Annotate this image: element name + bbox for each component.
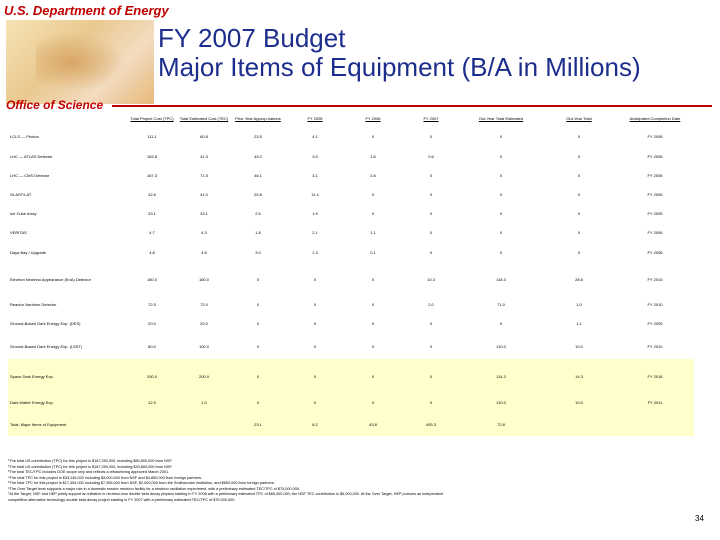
value-cell: 0 bbox=[256, 321, 260, 326]
table-header-row bbox=[8, 110, 694, 126]
value-cell: FY 2009 bbox=[647, 321, 663, 326]
value-cell: 0 bbox=[371, 211, 375, 216]
col-header: Out-Year Total Estimated bbox=[478, 115, 524, 121]
value-cell: 0 bbox=[577, 173, 581, 178]
item-name-cell: LHC — ATLAS Detector bbox=[10, 154, 53, 159]
value-cell: 0 bbox=[313, 276, 317, 282]
value-cell: FY 2006 bbox=[647, 250, 663, 255]
value-cell: FY 2011 bbox=[616, 393, 694, 412]
value-cell: 49.2 bbox=[254, 154, 262, 159]
value-cell: 167.3 bbox=[146, 173, 157, 178]
value-cell: 0 bbox=[577, 250, 581, 255]
table-row bbox=[8, 147, 694, 166]
value-cell: 0 bbox=[344, 359, 402, 393]
value-cell: 23.5 bbox=[254, 134, 262, 139]
value-cell: 200.0 bbox=[178, 359, 230, 393]
footnote: ¹The total US contribution (TPC) for this project is $167,250,000, including $80,800,000 from NSF. bbox=[8, 459, 173, 463]
value-cell: 0 bbox=[402, 359, 460, 393]
value-cell: 2.8 bbox=[370, 173, 376, 178]
footnote: ³The total TEC/TPC includes DOE scope only and reflects a rebaselining approved March 2001. bbox=[8, 470, 170, 474]
value-cell bbox=[616, 412, 694, 436]
value-cell: 0 bbox=[499, 134, 503, 139]
value-cell: 71.0 bbox=[497, 302, 505, 307]
value-cell: 0 bbox=[429, 343, 433, 349]
value-cell: 80.8 bbox=[200, 134, 208, 139]
footnote: ⁷At the Target, NSF and HEP jointly support an initiative in neutrino-less double beta decay physics starting in FY 2008 with a preliminary estimated TPC of $65,000,000; the NSF TEC contribution is $5,000,000. At the Over Target, HEP pursues an independent bbox=[8, 492, 444, 496]
table-row bbox=[8, 204, 694, 223]
value-cell: FY 2016 bbox=[616, 359, 694, 393]
value-cell: 0 bbox=[429, 134, 433, 139]
table-row bbox=[8, 223, 694, 242]
value-cell: FY 2010 bbox=[647, 343, 663, 349]
value-cell: 10.3 bbox=[427, 276, 435, 282]
value-cell: 0 bbox=[429, 192, 433, 197]
value-cell: 72.8 bbox=[460, 412, 542, 436]
value-cell: 0 bbox=[256, 343, 260, 349]
value-cell: 1.6 bbox=[370, 154, 376, 159]
table-row bbox=[8, 295, 694, 314]
value-cell: 4.7 bbox=[149, 230, 155, 235]
value-cell: FY 2006 bbox=[647, 230, 663, 235]
value-cell: 118.3 bbox=[496, 276, 506, 282]
value-cell: 1.3 bbox=[312, 250, 318, 255]
value-cell: 163.8 bbox=[146, 154, 157, 159]
value-cell: 0 bbox=[230, 393, 286, 412]
value-cell: 1.0 bbox=[576, 302, 582, 307]
table-row bbox=[8, 166, 694, 185]
table-row bbox=[8, 393, 694, 412]
value-cell: 493.3 bbox=[402, 412, 460, 436]
footnote: ⁶The Over Target level supports a major role in a domestic reactor neutrino facility for a neutrino oscillation experiment, with a preliminary estimated TEC/TPC of $75,000,000. bbox=[8, 486, 301, 491]
title-line-1: FY 2007 Budget bbox=[158, 23, 346, 53]
value-cell: 160.0 bbox=[198, 276, 209, 282]
value-cell: 4.3 bbox=[201, 230, 207, 235]
value-cell: 71.5 bbox=[200, 173, 208, 178]
value-cell: 0 bbox=[230, 359, 286, 393]
value-cell: 46.1 bbox=[254, 173, 262, 178]
value-cell: 72.0 bbox=[200, 302, 208, 307]
value-cell: 0 bbox=[286, 393, 344, 412]
footnote: ⁴The total TPC for this project is $33,145,000 including $3,000,000 from NSF and $4,850,000 from foreign partners. bbox=[8, 475, 203, 480]
table-row bbox=[8, 263, 694, 295]
col-header: Prior Year Approp-riations bbox=[235, 115, 281, 121]
footnote: ²The total US contribution (TPC) for this project is $167,250,000, including $33,800,000 from NSF. bbox=[8, 464, 173, 469]
value-cell: 0 bbox=[313, 302, 317, 307]
value-cell: 4.8 bbox=[149, 250, 155, 255]
value-cell: 4.8 bbox=[201, 250, 207, 255]
value-cell: 2.5 bbox=[255, 211, 261, 216]
value-cell: 0 bbox=[577, 134, 581, 139]
equipment-budget-table bbox=[8, 110, 694, 436]
value-cell: 0.6 bbox=[428, 154, 434, 159]
value-cell: 2.0 bbox=[428, 302, 434, 307]
header-divider bbox=[112, 105, 712, 107]
office-label: Office of Science bbox=[6, 98, 104, 112]
footnotes bbox=[8, 459, 686, 503]
col-header: Anticipated Completion Date bbox=[629, 115, 681, 121]
value-cell: FY 2005 bbox=[647, 154, 663, 159]
page-number: 34 bbox=[695, 514, 704, 523]
value-cell: 33.1 bbox=[200, 211, 208, 216]
value-cell: 0 bbox=[313, 343, 317, 349]
item-name-cell: VERITAS bbox=[10, 230, 27, 235]
item-name-cell: Ice Cube Array bbox=[10, 211, 37, 216]
value-cell: 100.0 bbox=[198, 343, 209, 349]
value-cell: 0 bbox=[371, 134, 375, 139]
value-cell: 12.5 bbox=[126, 393, 178, 412]
value-cell: 0 bbox=[429, 250, 433, 255]
col-header: Total Estimated Cost (TEC) bbox=[179, 115, 229, 121]
value-cell: FY 2010 bbox=[647, 302, 663, 307]
value-cell: 0 bbox=[499, 230, 503, 235]
footnote: competitive alternative technology double beta decay project starting in FY 2007 with a preliminary estimated TEC/TPC of $75,000,000. bbox=[8, 497, 236, 502]
value-cell: 4.1 bbox=[312, 134, 318, 139]
table-body bbox=[8, 126, 694, 436]
table-row bbox=[8, 126, 694, 147]
value-cell: 111.1 bbox=[147, 134, 157, 139]
value-cell: 43.8 bbox=[344, 412, 402, 436]
value-cell: 20.0 bbox=[200, 321, 208, 326]
value-cell: 0 bbox=[256, 276, 260, 282]
value-cell: 10.0 bbox=[575, 343, 583, 349]
value-cell: 1.8 bbox=[255, 230, 261, 235]
value-cell bbox=[126, 412, 178, 436]
value-cell: 0 bbox=[429, 230, 433, 235]
footnote: ⁵The total TPC for this project is $17,454,000 including $7,355,000 from NSF, $2,000,000 from the Smithsonian Institution, and $600,000 from foreign partners. bbox=[8, 481, 275, 485]
table-row bbox=[8, 412, 694, 436]
value-cell: 14.3 bbox=[542, 359, 616, 393]
value-cell: 1.1 bbox=[370, 230, 376, 235]
value-cell: 0 bbox=[499, 250, 503, 255]
table-row bbox=[8, 333, 694, 359]
value-cell: 114.3 bbox=[460, 359, 542, 393]
value-cell: 1.9 bbox=[312, 211, 318, 216]
item-name-cell: Reactor Neutrino Detector bbox=[10, 302, 57, 307]
value-cell bbox=[542, 412, 616, 436]
col-header bbox=[8, 110, 126, 126]
value-cell: 0 bbox=[402, 393, 460, 412]
value-cell: 41.0 bbox=[200, 192, 208, 197]
value-cell: 20.0 bbox=[148, 321, 156, 326]
value-cell: FY 2005 bbox=[647, 173, 663, 178]
value-cell: 0 bbox=[371, 321, 375, 326]
item-name-cell: Ground-Based Dark Energy Exp. (LSST) bbox=[10, 343, 83, 349]
value-cell: 0 bbox=[499, 211, 503, 216]
value-cell: 0 bbox=[286, 359, 344, 393]
item-name-cell: Total, Major Items of Equipment bbox=[8, 412, 126, 436]
value-cell: 0 bbox=[577, 154, 581, 159]
item-name-cell: Daya Bay / Upgrade bbox=[10, 250, 47, 255]
item-name-cell: Electron Neutrino Appearance (EnA) Detector bbox=[10, 276, 91, 282]
value-cell: 3.9 bbox=[312, 154, 318, 159]
table-row bbox=[8, 314, 694, 333]
value-cell: 42.6 bbox=[148, 192, 156, 197]
value-cell: 0 bbox=[371, 343, 375, 349]
value-cell: 1.0 bbox=[178, 393, 230, 412]
org-name: U.S. Department of Energy bbox=[4, 3, 169, 18]
col-header: Out-Year Total bbox=[566, 115, 592, 121]
value-cell: 0 bbox=[499, 192, 503, 197]
value-cell: 0 bbox=[499, 154, 503, 159]
value-cell: 0 bbox=[429, 173, 433, 178]
col-header: Total Project Cost (TPC) bbox=[130, 115, 174, 121]
value-cell: 2.1 bbox=[312, 230, 318, 235]
value-cell: 0 bbox=[256, 302, 260, 307]
value-cell: FY 2005 bbox=[647, 192, 663, 197]
page-title bbox=[158, 24, 641, 82]
value-cell: 11.4 bbox=[311, 192, 319, 197]
col-header: FY 2007 bbox=[423, 115, 439, 121]
item-name-cell: Space Dark Energy Exp. bbox=[8, 359, 126, 393]
value-cell: FY 2008 bbox=[647, 134, 663, 139]
value-cell: 200.0 bbox=[126, 359, 178, 393]
item-name-cell: Dark Matter Energy Exp. bbox=[8, 393, 126, 412]
value-cell: 110.0 bbox=[460, 393, 542, 412]
item-name-cell: LCLS — Photon bbox=[10, 134, 39, 139]
value-cell: 0 bbox=[577, 211, 581, 216]
value-cell: 0 bbox=[429, 321, 433, 326]
value-cell: FY 2005 bbox=[647, 211, 663, 216]
value-cell: 160.0 bbox=[146, 276, 157, 282]
value-cell: 0 bbox=[577, 192, 581, 197]
value-cell: 110.0 bbox=[496, 343, 506, 349]
science-logo-image bbox=[6, 20, 154, 104]
col-header: FY 2005 bbox=[307, 115, 323, 121]
item-name-cell: LHC — CMS Detector bbox=[10, 173, 50, 178]
value-cell: 80.0 bbox=[148, 343, 156, 349]
value-cell: 3.1 bbox=[312, 173, 318, 178]
value-cell: 0 bbox=[371, 276, 375, 282]
value-cell: 33.1 bbox=[148, 211, 156, 216]
value-cell: 10.0 bbox=[542, 393, 616, 412]
value-cell: 25.8 bbox=[254, 192, 262, 197]
value-cell: 0 bbox=[429, 211, 433, 216]
value-cell: 0 bbox=[313, 321, 317, 326]
value-cell: 41.3 bbox=[200, 154, 208, 159]
value-cell: 0 bbox=[577, 230, 581, 235]
value-cell bbox=[178, 412, 230, 436]
value-cell: 72.5 bbox=[148, 302, 156, 307]
table-row bbox=[8, 242, 694, 263]
value-cell: 0 bbox=[371, 192, 375, 197]
value-cell: 23.1 bbox=[230, 412, 286, 436]
col-header: FY 2006 bbox=[365, 115, 381, 121]
value-cell: 8.2 bbox=[286, 412, 344, 436]
value-cell: 28.6 bbox=[575, 276, 583, 282]
table-row bbox=[8, 185, 694, 204]
title-line-2: Major Items of Equipment (B/A in Millions) bbox=[158, 52, 641, 82]
value-cell: 0 bbox=[499, 321, 503, 326]
table-row bbox=[8, 359, 694, 393]
value-cell: 1.1 bbox=[576, 321, 582, 326]
value-cell: 0 bbox=[371, 302, 375, 307]
item-name-cell: Ground-Based Dark Energy Exp. (DES) bbox=[10, 321, 81, 326]
value-cell: 0 bbox=[344, 393, 402, 412]
value-cell: 0 bbox=[499, 173, 503, 178]
item-name-cell: GLAST/LAT bbox=[10, 192, 32, 197]
value-cell: 0.1 bbox=[370, 250, 376, 255]
value-cell: 3.0 bbox=[255, 250, 261, 255]
value-cell: FY 2010 bbox=[647, 276, 663, 282]
